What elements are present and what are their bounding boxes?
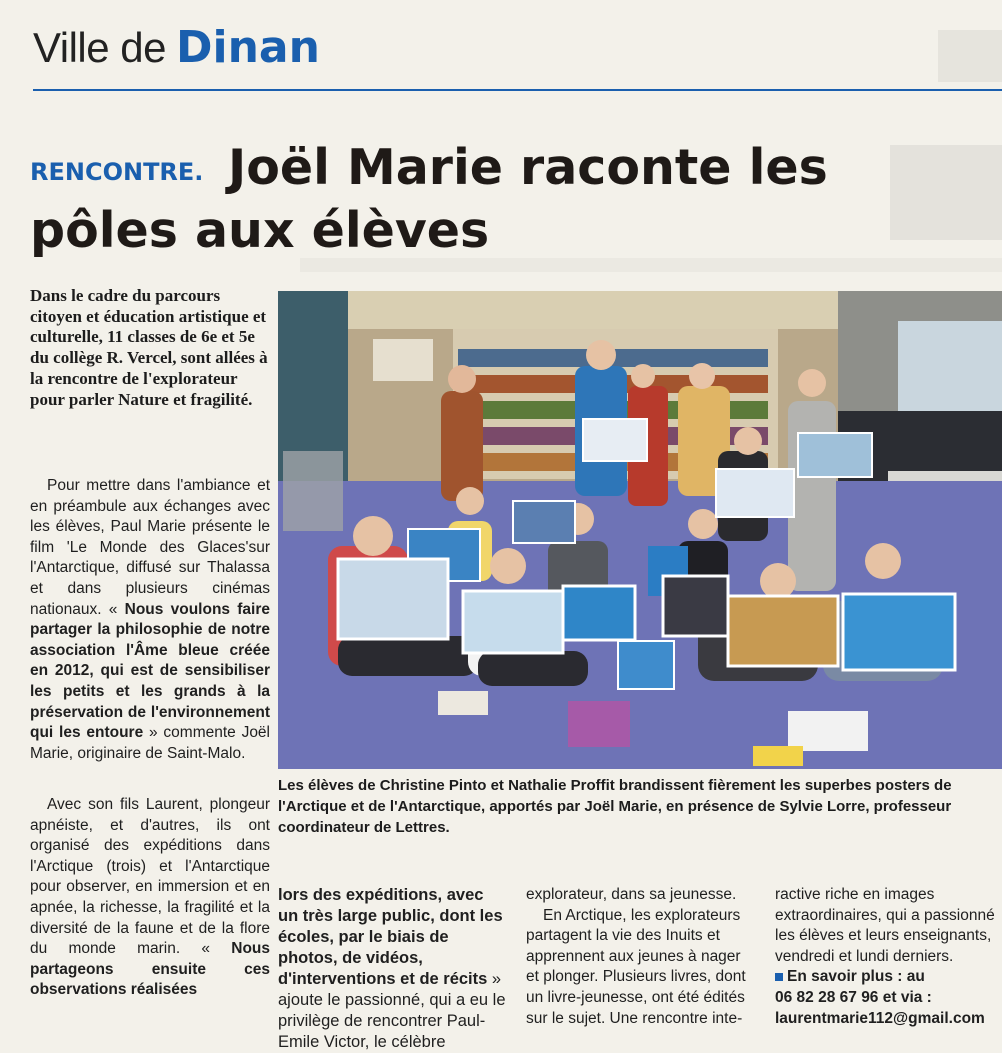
body-paragraph [30, 795, 270, 1001]
body-text: » commente Joël Marie, originaire de Saint-Malo. [30, 724, 270, 762]
body-text: En Arctique, les explorateurs partagent la vie des Inuits et apprennent aux jeunes à nager et plonger. Plusieurs livres, dont un livre-jeunesse, ont été édités sur le sujet. Une rencontre inte- [526, 906, 746, 1027]
body-column [775, 885, 1002, 1029]
masthead [33, 22, 320, 73]
bullet-icon [775, 973, 783, 981]
info-label: En savoir plus : au [787, 968, 925, 986]
headline-kicker: RENCONTRE. [30, 158, 204, 186]
quote-text: Nous partageons ensuite ces observations réalisées [30, 940, 270, 999]
headline-title: Joël Marie raconte les pôles aux élèves [30, 139, 828, 259]
lead-paragraph: Dans le cadre du parcours citoyen et éducation artistique et culturelle, 11 classes de 6e et 5e du collège R. Vercel, sont allées à la rencontre de l'explorateur pour parler Nature et fragilité. [30, 286, 268, 409]
info-box [775, 967, 1002, 988]
headline [30, 136, 930, 262]
masthead-rule [33, 89, 1002, 91]
quote-text: lors des expéditions, avec un très large public, dont les écoles, par le biais de photos, de vidéos, d'interventions et de récits [278, 886, 503, 988]
body-text: explorateur, dans sa jeunesse. [526, 886, 737, 903]
body-column [278, 885, 508, 1053]
body-text: ractive riche en images extraordinaires, qui a passionné les élèves et leurs enseignants, vendredi et lundi derniers. [775, 886, 995, 965]
masthead-ville: Ville de [33, 24, 166, 71]
bleed-through-area [938, 30, 1002, 82]
body-text: Avec son fils Laurent, plongeur apnéiste, et d'autres, ils ont organisé des expéditions dans l'Arctique (trois) et l'Antarctique pour observer, en immersion et en apnée, la richesse, la fragilité et la diversité de la faune et de la flore du monde marin. « [30, 796, 270, 958]
body-column [526, 885, 756, 1029]
quote-text: Nous voulons faire partager la philosophie de notre association l'Âme bleue créée en 2012, qui est de sensibiliser les petits et les grands à la préservation de l'environnement qui les entoure [30, 600, 270, 742]
body-text: » ajoute le passionné, qui a eu le privilège de rencontrer Paul-Emile Victor, le célèbre [278, 970, 506, 1051]
article-photo-illustration [278, 291, 1002, 769]
article-photo [278, 291, 1002, 769]
body-text: Pour mettre dans l'ambiance et en préambule aux échanges avec les élèves, Paul Marie présente le film 'Le Monde des Glaces'sur l'Antarctique, diffusé sur Thalassa et dans plusieurs cinémas nationaux. « [30, 477, 270, 618]
info-contact: 06 82 28 67 96 et via : laurentmarie112@gmail.com [775, 988, 985, 1027]
photo-caption: Les élèves de Christine Pinto et Nathalie Proffit brandissent fièrement les superbes posters de l'Arctique et de l'Antarctique, apportés par Joël Marie, en présence de Sylvie Lorre, professeur coordinateur de Lettres. [278, 777, 952, 836]
masthead-city: Dinan [176, 22, 320, 73]
body-paragraph [30, 476, 270, 764]
